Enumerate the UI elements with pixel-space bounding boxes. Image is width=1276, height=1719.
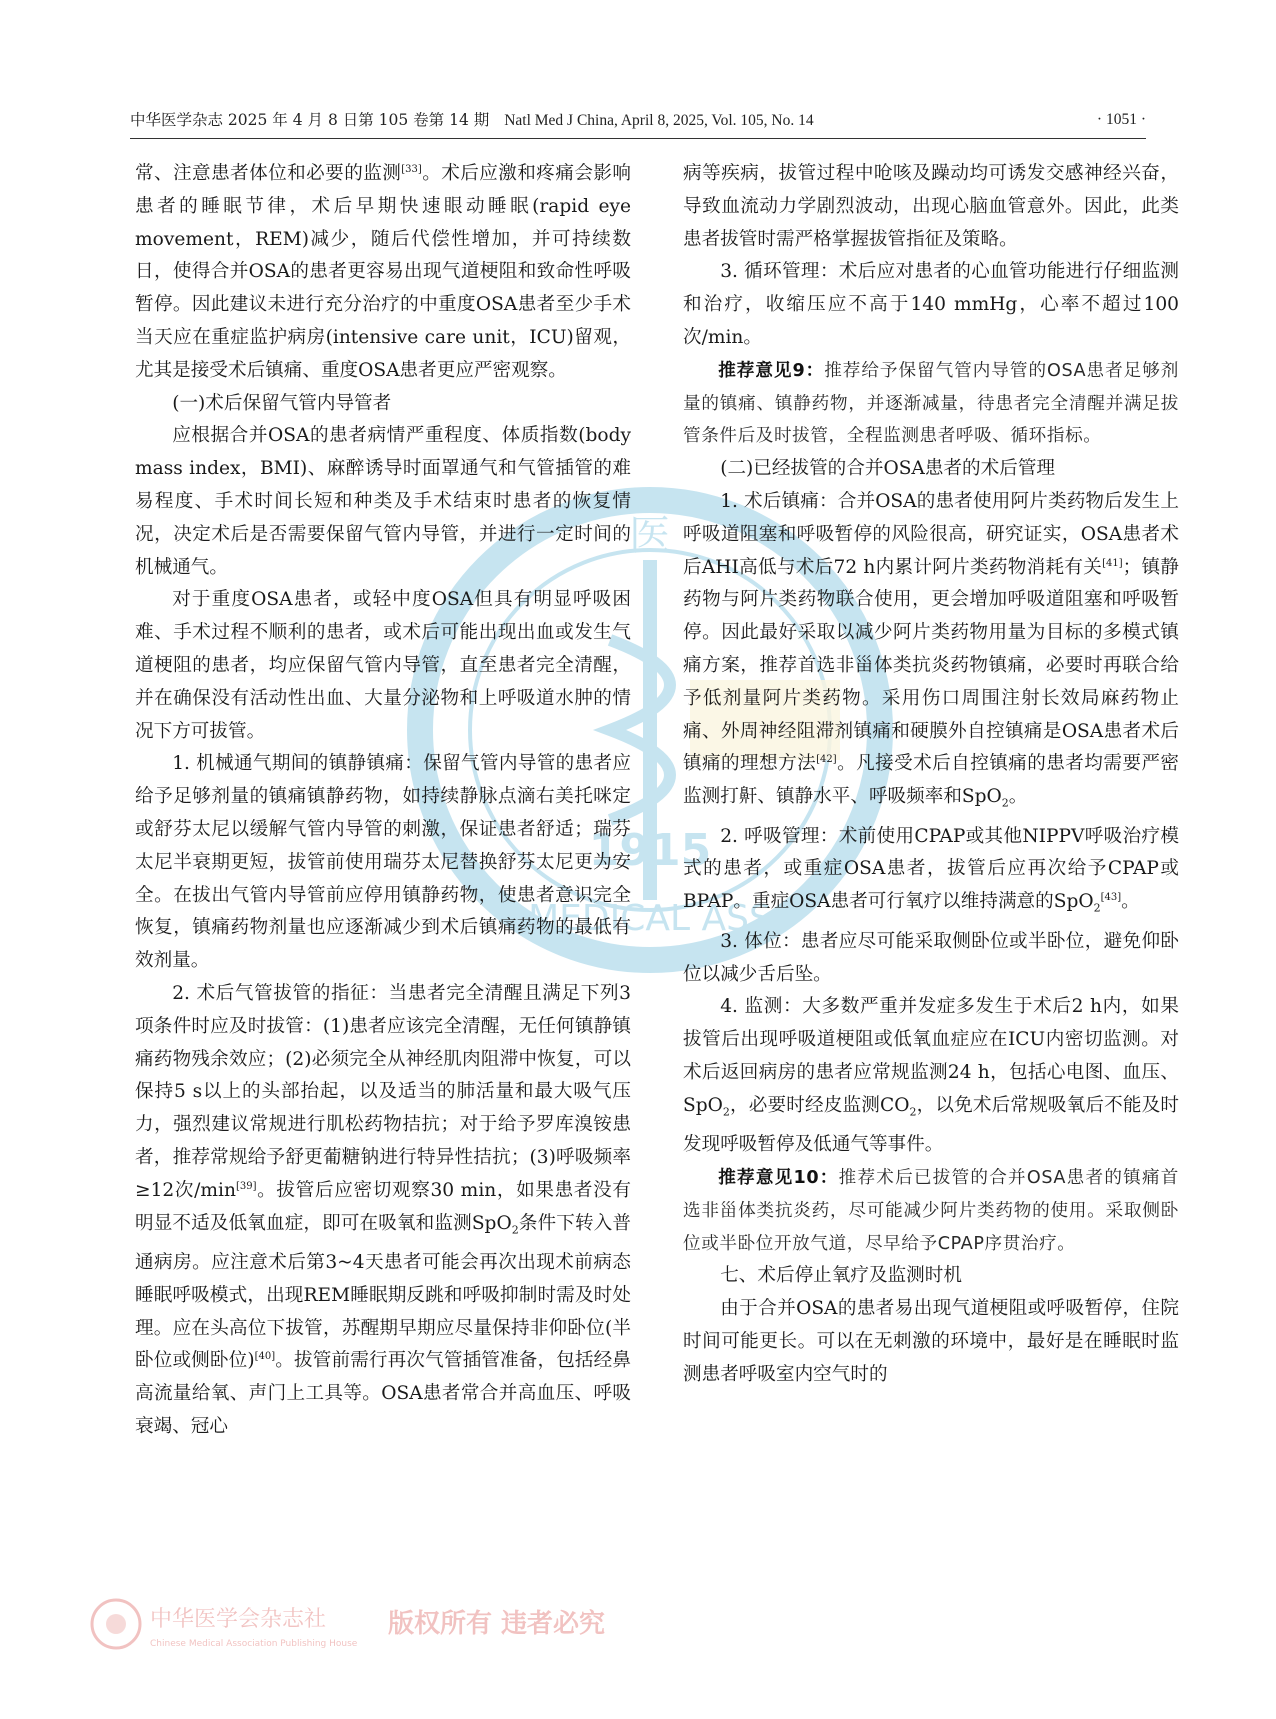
paragraph: 常、注意患者体位和必要的监测[33]。术后应激和疼痛会影响患者的睡眠节律，术后早期快速眼动睡眠(rapid eye movement，REM)减少，随后代偿性增加，并可持续数日，使得合并OSA的患者更容易出现气道梗阻和致命性呼吸暂停。因此建议未进行充分治疗的中重度OSA患者至少手术当天应在重症监护病房(intensive care unit，ICU)留观，尤其是接受术后镇痛、重度OSA患者更应严密观察。 — [135, 163, 631, 381]
section-heading: 七、术后停止氧疗及监测时机 — [720, 1265, 962, 1287]
paragraph: 4. 监测：大多数严重并发症多发生于术后2 h内，如果拔管后出现呼吸道梗阻或低氧血症应在ICU内密切监测。对术后返回病房的患者应常规监测24 h，包括心电图、血压、SpO$_2$，必要时经皮监测$CO_2$，以免术后常规吸氧后不能及时发现呼吸暂停及低通气等事件。 — [683, 996, 1179, 1156]
section-heading: (二)已经拔管的合并OSA患者的术后管理 — [720, 458, 1056, 480]
svg-text:MEDICAL ASS: MEDICAL ASS — [528, 898, 772, 939]
publisher-watermark — [88, 1594, 608, 1654]
paragraph: 1. 术后镇痛：合并OSA的患者使用阿片类药物后发生上呼吸道阻塞和呼吸暂停的风险很高，研究证实，OSA患者术后AHI高低与术后72 h内累计阿片类药物消耗有关[41]；镇静药物与阿片类药物联合使用，更会增加呼吸道阻塞和呼吸暂停。因此最好采取以减少阿片类药物用量为目标的多模式镇痛方案，推荐首选非甾体类抗炎药物镇痛，必要时再联合给予低剂量阿片类药物。采用伤口周围注射长效局麻药物止痛、外周神经阻滞剂镇痛和硬膜外自控镇痛是OSA患者术后镇痛的理想方法[42]。凡接受术后自控镇痛的患者均需要严密监测打鼾、镇静水平、呼吸频率和SpO$_2$。 — [683, 490, 1179, 810]
svg-text:版权所有 违者必究: 版权所有 违者必究 — [388, 1609, 606, 1639]
paragraph: 由于合并OSA的患者易出现气道梗阻或呼吸暂停，住院时间可能更长。可以在无刺激的环境中，最好是在睡眠时监测患者呼吸室内空气时的 — [683, 1298, 1179, 1385]
svg-text:Chinese Medical Association Pu: Chinese Medical Association Publishing House — [150, 1639, 358, 1649]
left-column — [135, 158, 631, 1444]
svg-text:医: 医 — [628, 511, 672, 560]
page-number: · 1051 · — [1096, 111, 1146, 128]
journal-title-en: Natl Med J China, April 8, 2025, Vol. 105, No. 14 — [504, 112, 814, 129]
recommendation-9: 推荐意见9：推荐给予保留气管内导管的OSA患者足够剂量的镇痛、镇静药物，并逐渐减量，待患者完全清醒并满足拔管条件后及时拔管，全程监测患者呼吸、循环指标。 — [683, 360, 1180, 447]
paragraph: 2. 术后气管拔管的指征：当患者完全清醒且满足下列3项条件时应及时拔管：(1)患者应该完全清醒，无任何镇静镇痛药物残余效应；(2)必须完全从神经肌肉阻滞中恢复，可以保持5 s以上的头部抬起，以及适当的肺活量和最大吸气压力，强烈建议常规进行肌松药物拮抗；对于给予罗库溴铵患者，推荐常规给予舒更葡糖钠进行特异性拮抗；(3)呼吸频率≥12次/min[39]。拔管后应密切观察30 min，如果患者没有明显不适及低氧血症，即可在吸氧和监测SpO$_2$条件下转入普通病房。应注意术后第3~4天患者可能会再次出现术前病态睡眠呼吸模式，出现REM睡眠期反跳和呼吸抑制时需及时处理。应在头高位下拔管，苏醒期早期应尽量保持非仰卧位(半卧位或侧卧位)[40]。拔管前需行再次气管插管准备，包括经鼻高流量给氧、声门上工具等。OSA患者常合并高血压、呼吸衰竭、冠心 — [135, 982, 632, 1437]
header-rule — [130, 138, 1146, 139]
journal-title-cn: 中华医学杂志 2025 年 4 月 8 日第 105 卷第 14 期 — [130, 111, 490, 129]
paragraph: 病等疾病，拔管过程中呛咳及躁动均可诱发交感神经兴奋，导致血流动力学剧烈波动，出现心脑血管意外。因此，此类患者拔管时需严格掌握拔管指征及策略。 — [683, 163, 1179, 250]
paragraph: 应根据合并OSA的患者病情严重程度、体质指数(body mass index，BMI)、麻醉诱导时面罩通气和气管插管的难易程度、手术时间长短和种类及手术结束时患者的恢复情况，决定术后是否需要保留气管内导管，并进行一定时间的机械通气。 — [135, 425, 631, 578]
running-header — [130, 106, 1146, 134]
paragraph: 2. 呼吸管理：术前使用CPAP或其他NIPPV呼吸治疗模式的患者，或重症OSA患者，拔管后应再次给予CPAP或BPAP。重症OSA患者可行氧疗以维持满意的SpO$_2$[43]。 — [683, 825, 1179, 915]
paragraph: 对于重度OSA患者，或轻中度OSA但具有明显呼吸困难、手术过程不顺利的患者，或术后可能出现出血或发生气道梗阻的患者，均应保留气管内导管，直至患者完全清醒，并在确保没有活动性出血、大量分泌物和上呼吸道水肿的情况下方可拔管。 — [135, 589, 631, 742]
svg-text:中华医学会杂志社: 中华医学会杂志社 — [150, 1607, 327, 1632]
paragraph: 1. 机械通气期间的镇静镇痛：保留气管内导管的患者应给予足够剂量的镇痛镇静药物，如持续静脉点滴右美托咪定或舒芬太尼以缓解气管内导管的刺激，保证患者舒适；瑞芬太尼半衰期更短，拔管前使用瑞芬太尼替换舒芬太尼更为安全。在拔出气管内导管前应停用镇静药物，使患者意识完全恢复，镇痛药物剂量也应逐渐减少到术后镇痛药物的最低有效剂量。 — [135, 753, 631, 972]
recommendation-10: 推荐意见10：推荐术后已拔管的合并OSA患者的镇痛首选非甾体类抗炎药，尽可能减少阿片类药物的使用。采取侧卧位或半卧位开放气道，尽早给予CPAP序贯治疗。 — [683, 1168, 1179, 1254]
paragraph: 3. 循环管理：术后应对患者的心血管功能进行仔细监测和治疗，收缩压应不高于140 mmHg，心率不超过100次/min。 — [683, 261, 1179, 348]
svg-text:1915: 1915 — [588, 825, 712, 876]
section-heading: (一)术后保留气管内导管者 — [172, 392, 392, 414]
right-column — [683, 158, 1179, 1392]
paragraph: 3. 体位：患者应尽可能采取侧卧位或半卧位，避免仰卧位以减少舌后坠。 — [683, 930, 1179, 985]
